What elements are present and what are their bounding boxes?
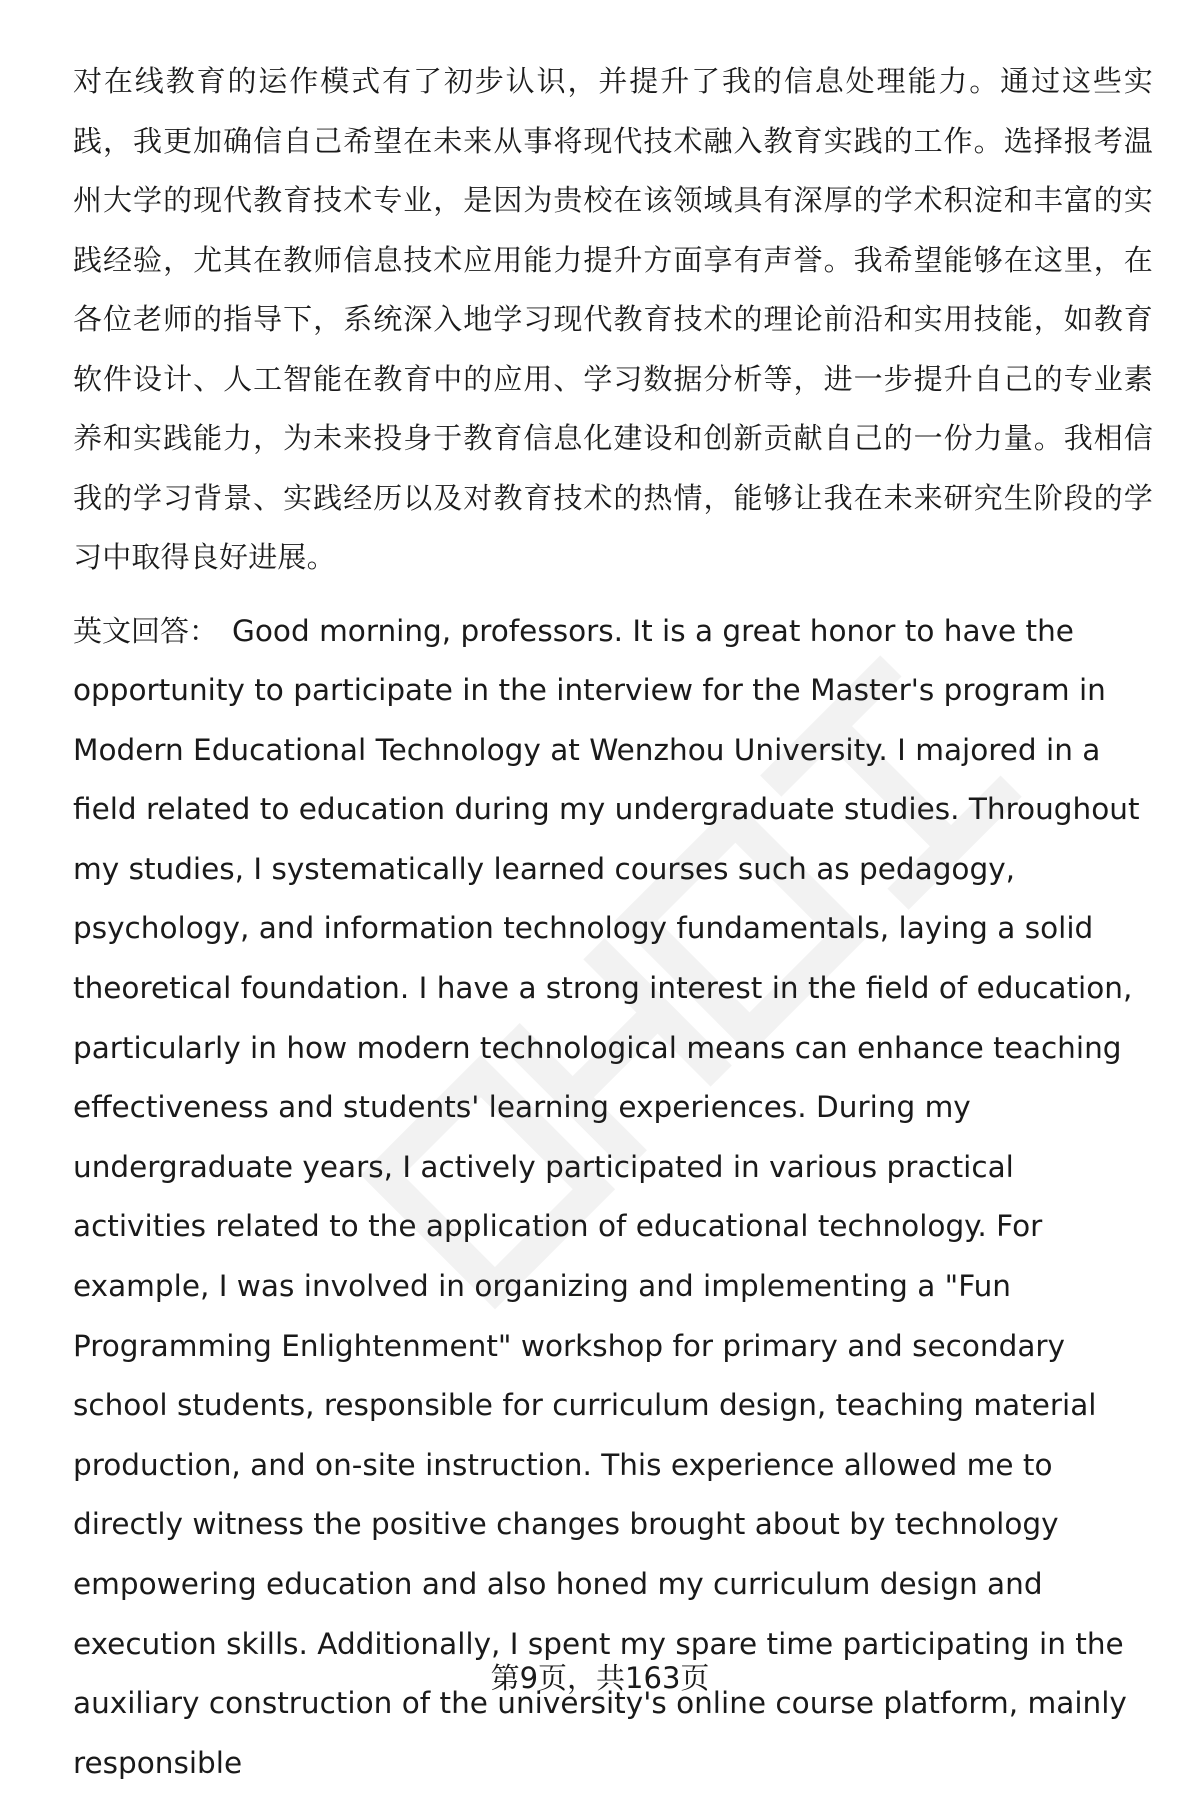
page-number-footer: 第9页，共163页 bbox=[0, 1656, 1200, 1697]
chinese-paragraph: 对在线教育的运作模式有了初步认识，并提升了我的信息处理能力。通过这些实践，我更加确信自己希望在未来从事将现代技术融入教育实践的工作。选择报考温州大学的现代教育技术专业，是因为贵校在该领域具有深厚的学术积淀和丰富的实践经验，尤其在教师信息技术应用能力提升方面享有声誉。我希望能够在这里，在各位老师的指导下，系统深入地学习现代教育技术的理论前沿和实用技能，如教育软件设计、人工智能在教育中的应用、学习数据分析等，进一步提升自己的专业素养和实践能力，为未来投身于教育信息化建设和创新贡献自己的一份力量。我相信我的学习背景、实践经历以及对教育技术的热情，能够让我在未来研究生阶段的学习中取得良好进展。 bbox=[73, 52, 1153, 588]
english-answer-text: Good morning, professors. It is a great honor to have the opportunity to participate in the interview for the Master's program in Modern Educational Technology at Wenzhou University. I majored in a field related to education during my undergraduate studies. Throughout my studies, I systematically learned courses such as pedagogy, psychology, and information technology fundamentals, laying a solid theoretical foundation. I have a strong interest in the field of education, particularly in how modern technological means can enhance teaching effectiveness and students' learning experiences. During my undergraduate years, I actively participated in various practical activities related to the application of educational technology. For example, I was involved in organizing and implementing a "Fun Programming Enlightenment" workshop for primary and secondary school students, responsible for curriculum design, teaching material production, and on-site instruction. This experience allowed me to directly witness the positive changes brought about by technology empowering education and also honed my curriculum design and execution skills. Additionally, I spent my spare time participating in the auxiliary construction of the university's online course platform, mainly responsible bbox=[73, 614, 1140, 1780]
document-body bbox=[73, 52, 1153, 1793]
english-answer-paragraph bbox=[73, 602, 1153, 1793]
english-answer-label: 英文回答： bbox=[73, 614, 218, 648]
